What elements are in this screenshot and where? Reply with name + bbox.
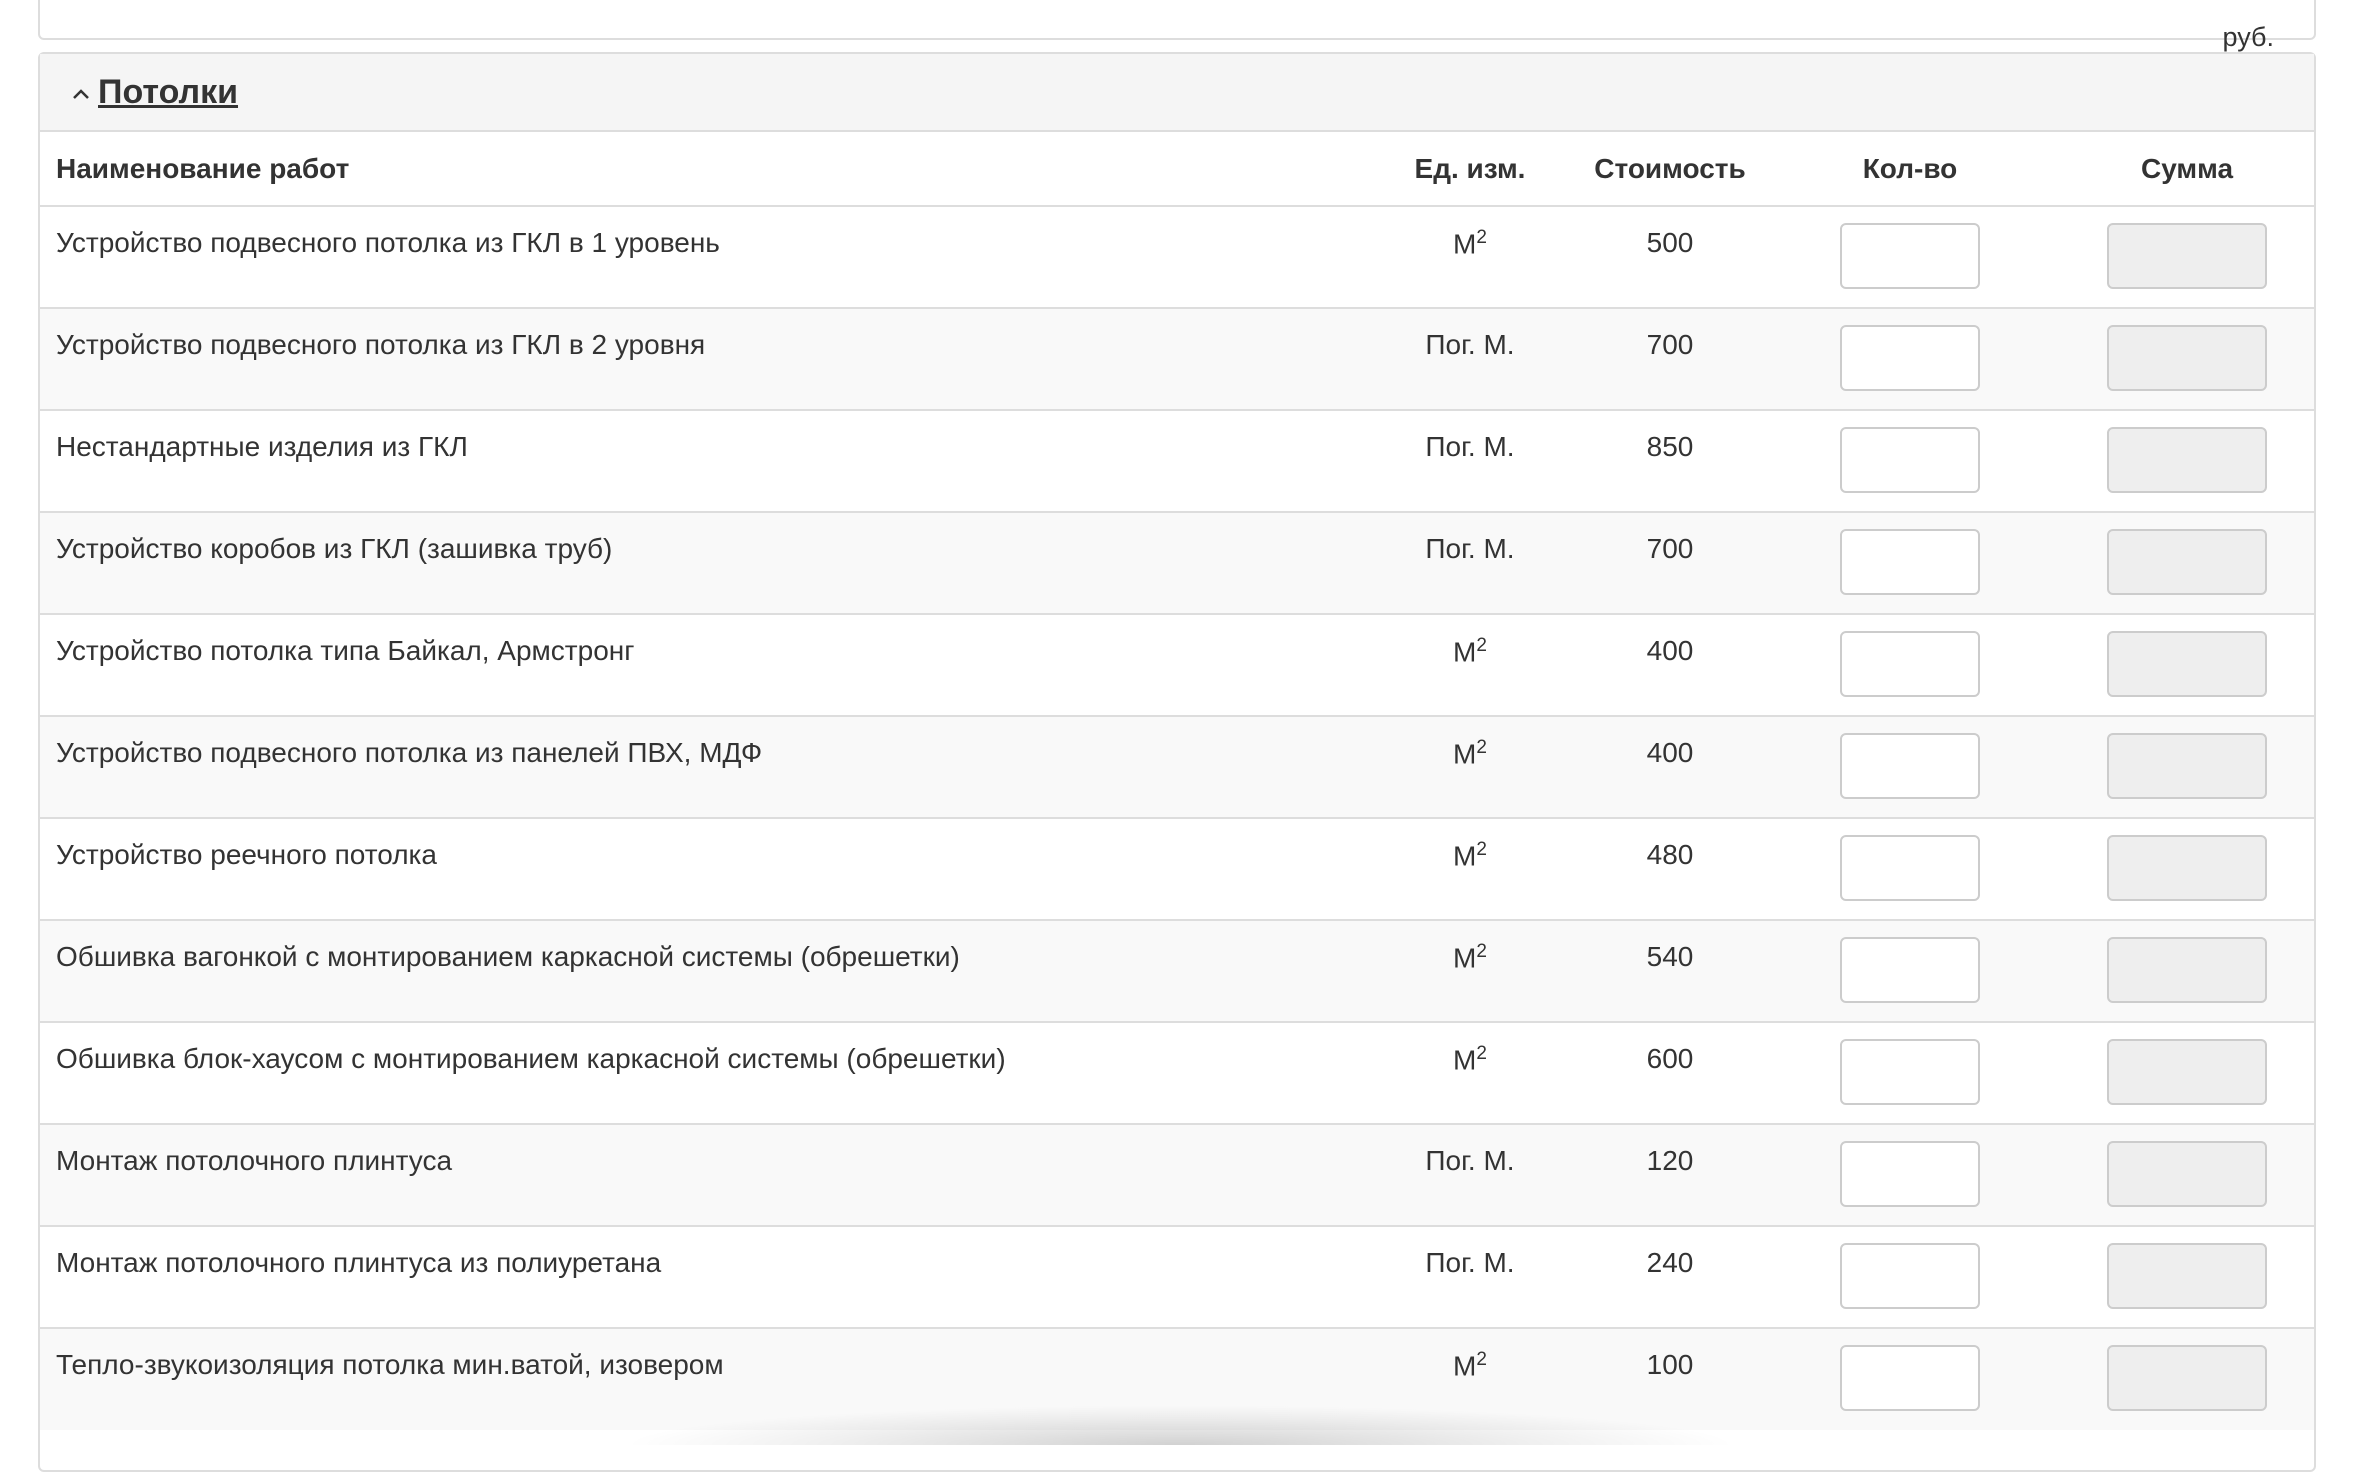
sum-cell [2060, 920, 2314, 1022]
sum-cell [2060, 512, 2314, 614]
unit-label: Пог. М. [1425, 533, 1515, 564]
qty-cell [1760, 818, 2060, 920]
price-cell: 700 [1580, 512, 1760, 614]
qty-cell [1760, 512, 2060, 614]
unit-cell [1360, 1226, 1580, 1328]
qty-cell [1760, 1124, 2060, 1226]
sum-field [2107, 1243, 2267, 1309]
unit-cell [1360, 818, 1580, 920]
sum-field [2107, 223, 2267, 289]
chevron-up-icon [70, 83, 92, 105]
qty-cell [1760, 308, 2060, 410]
price-cell: 850 [1580, 410, 1760, 512]
table-row [40, 920, 2314, 1022]
unit-cell [1360, 716, 1580, 818]
unit-label: Пог. М. [1425, 329, 1515, 360]
sum-field [2107, 1039, 2267, 1105]
column-header-name: Наименование работ [40, 132, 1360, 206]
previous-panel [38, 0, 2316, 52]
work-name: Устройство потолка типа Байкал, Армстронг [40, 614, 1360, 716]
unit-cell [1360, 410, 1580, 512]
unit-cell [1360, 206, 1580, 308]
unit-label: Пог. М. [1425, 1247, 1515, 1278]
column-header-price: Стоимость [1580, 132, 1760, 206]
table-row [40, 512, 2314, 614]
quantity-input[interactable] [1840, 529, 1980, 595]
qty-cell [1760, 1022, 2060, 1124]
work-name: Устройство подвесного потолка из ГКЛ в 2 уровня [40, 308, 1360, 410]
price-cell: 500 [1580, 206, 1760, 308]
sum-cell [2060, 1124, 2314, 1226]
sum-field [2107, 1345, 2267, 1411]
work-name: Монтаж потолочного плинтуса из полиуретана [40, 1226, 1360, 1328]
unit-cell [1360, 1022, 1580, 1124]
table-row [40, 1226, 2314, 1328]
unit-label: М [1453, 840, 1477, 872]
table-row [40, 716, 2314, 818]
price-cell: 400 [1580, 614, 1760, 716]
unit-superscript: 2 [1476, 1043, 1487, 1064]
sum-cell [2060, 716, 2314, 818]
qty-cell [1760, 1328, 2060, 1430]
panel-heading [40, 54, 2314, 132]
table-row [40, 1124, 2314, 1226]
quantity-input[interactable] [1840, 1039, 1980, 1105]
sum-cell [2060, 410, 2314, 512]
sum-field [2107, 733, 2267, 799]
table-row [40, 410, 2314, 512]
qty-cell [1760, 716, 2060, 818]
qty-cell [1760, 1226, 2060, 1328]
table-header-row [40, 132, 2314, 206]
sum-cell [2060, 206, 2314, 308]
table-row [40, 818, 2314, 920]
work-name: Монтаж потолочного плинтуса [40, 1124, 1360, 1226]
panel-toggle-link[interactable] [70, 73, 238, 112]
work-name: Обшивка вагонкой с монтированием каркасной системы (обрешетки) [40, 920, 1360, 1022]
work-name: Обшивка блок-хаусом с монтированием каркасной системы (обрешетки) [40, 1022, 1360, 1124]
quantity-input[interactable] [1840, 223, 1980, 289]
quantity-input[interactable] [1840, 1243, 1980, 1309]
unit-label: Пог. М. [1425, 431, 1515, 462]
sum-cell [2060, 1226, 2314, 1328]
price-cell: 400 [1580, 716, 1760, 818]
price-cell: 120 [1580, 1124, 1760, 1226]
work-name: Устройство коробов из ГКЛ (зашивка труб) [40, 512, 1360, 614]
unit-cell [1360, 308, 1580, 410]
sum-cell [2060, 1022, 2314, 1124]
unit-label: М [1453, 942, 1477, 974]
sum-cell [2060, 614, 2314, 716]
table-row [40, 1328, 2314, 1430]
table-row [40, 614, 2314, 716]
sum-field [2107, 1141, 2267, 1207]
sum-field [2107, 631, 2267, 697]
column-header-qty: Кол-во [1760, 132, 2060, 206]
table-row [40, 308, 2314, 410]
unit-superscript: 2 [1476, 839, 1487, 860]
sum-cell [2060, 308, 2314, 410]
sum-field [2107, 427, 2267, 493]
works-table [40, 132, 2314, 1430]
sum-field [2107, 937, 2267, 1003]
column-header-unit: Ед. изм. [1360, 132, 1580, 206]
work-name: Устройство реечного потолка [40, 818, 1360, 920]
table-row [40, 1022, 2314, 1124]
price-cell: 480 [1580, 818, 1760, 920]
unit-label: М [1453, 1044, 1477, 1076]
previous-panel-edge-text: руб. [2222, 22, 2274, 52]
quantity-input[interactable] [1840, 835, 1980, 901]
price-cell: 540 [1580, 920, 1760, 1022]
sum-field [2107, 529, 2267, 595]
price-cell: 700 [1580, 308, 1760, 410]
unit-label: М [1453, 228, 1477, 260]
unit-superscript: 2 [1476, 635, 1487, 656]
unit-superscript: 2 [1476, 1349, 1487, 1370]
work-name: Устройство подвесного потолка из ГКЛ в 1 уровень [40, 206, 1360, 308]
work-name: Устройство подвесного потолка из панелей ПВХ, МДФ [40, 716, 1360, 818]
sum-cell [2060, 1328, 2314, 1430]
price-cell: 600 [1580, 1022, 1760, 1124]
unit-label: М [1453, 636, 1477, 668]
panel-title: Потолки [98, 72, 239, 111]
unit-superscript: 2 [1476, 941, 1487, 962]
price-cell: 100 [1580, 1328, 1760, 1430]
qty-cell [1760, 920, 2060, 1022]
quantity-input[interactable] [1840, 733, 1980, 799]
quantity-input[interactable] [1840, 1141, 1980, 1207]
unit-cell [1360, 920, 1580, 1022]
sum-field [2107, 325, 2267, 391]
quantity-input[interactable] [1840, 325, 1980, 391]
sum-cell [2060, 818, 2314, 920]
unit-cell [1360, 1124, 1580, 1226]
quantity-input[interactable] [1840, 427, 1980, 493]
unit-cell [1360, 614, 1580, 716]
quantity-input[interactable] [1840, 937, 1980, 1003]
qty-cell [1760, 410, 2060, 512]
quantity-input[interactable] [1840, 631, 1980, 697]
ceilings-panel [38, 52, 2316, 1472]
table-row [40, 206, 2314, 308]
unit-cell [1360, 512, 1580, 614]
unit-label: М [1453, 738, 1477, 770]
work-name: Нестандартные изделия из ГКЛ [40, 410, 1360, 512]
sum-field [2107, 835, 2267, 901]
unit-superscript: 2 [1476, 737, 1487, 758]
work-name: Тепло-звукоизоляция потолка мин.ватой, изовером [40, 1328, 1360, 1430]
column-header-sum: Сумма [2060, 132, 2314, 206]
qty-cell [1760, 614, 2060, 716]
unit-superscript: 2 [1476, 227, 1487, 248]
unit-label: М [1453, 1350, 1477, 1382]
unit-label: Пог. М. [1425, 1145, 1515, 1176]
unit-cell [1360, 1328, 1580, 1430]
quantity-input[interactable] [1840, 1345, 1980, 1411]
qty-cell [1760, 206, 2060, 308]
price-cell: 240 [1580, 1226, 1760, 1328]
